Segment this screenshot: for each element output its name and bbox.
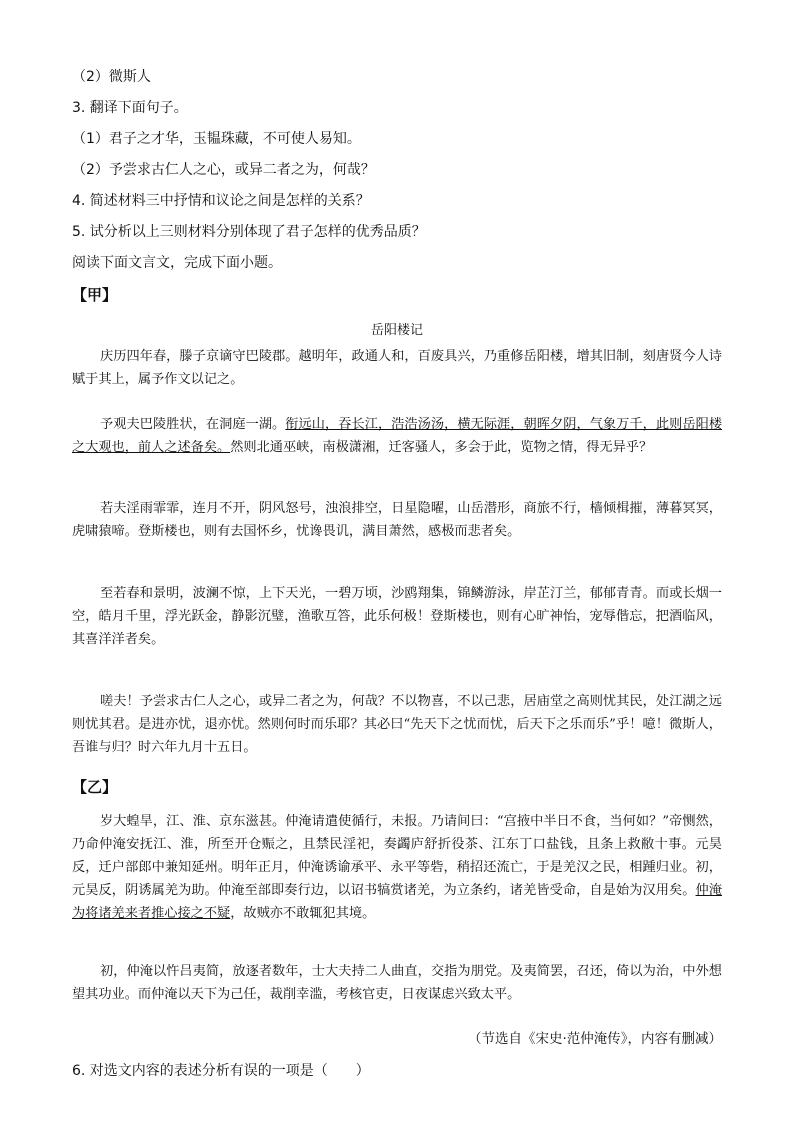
question-line: 4. 简述材料三中抒情和议论之间是怎样的关系？ xyxy=(72,193,370,209)
instruction-line: 阅读下面文言文，完成下面小题。 xyxy=(72,255,282,271)
section-label-yi: 【乙】 xyxy=(72,778,118,796)
yi-paragraph-2: 初，仲淹以忤吕夷简，放逐者数年，士大夫持二人曲直，交指为朋党。及夷简罢，召还，倚以为治，中外想望其功业。而仲淹以天下为己任，裁削幸滥，考核官吏，日夜谋虑兴致太平。 xyxy=(72,964,722,1002)
yi-p1-text: 岁大蝗旱，江、淮、京东滋甚。仲淹请遣使循行，未报。乃请间曰：“宫掖中半日不食，当何如？”帝恻然，乃命仲淹安抚江、淮，所至开仓赈之，且禁民淫祀，奏蠲庐舒折役茶、江东丁口盐钱，且条上救敝十事。元昊反，迁户部郎中兼知延州。明年正月，仲淹诱谕承平、永平等砦，稍招还流亡，于是羌汉之民，相踵归业。初，元昊反，阴诱属羌为助。仲淹至部即奏行边，以诏书犒赏诸羌，为立条约，诸羌皆受命，自是始为汉用矣。 xyxy=(72,814,722,898)
section-label-jia: 【甲】 xyxy=(72,286,118,304)
yi-p1-underlined: 仲淹为将诸羌来者推心接之不疑 xyxy=(72,883,723,921)
jia-paragraph-1: 庆历四年春，滕子京谪守巴陵郡。越明年，政通人和，百废具兴，乃重修岳阳楼，增其旧制，刻唐贤今人诗赋于其上，属予作文以记之。 xyxy=(72,349,722,387)
source-citation: （节选自《宋史·范仲淹传》，内容有删减） xyxy=(467,1031,722,1047)
question-6: 6. 对选文内容的表述分析有误的一项是（ ） xyxy=(72,1063,370,1079)
question-line: （2）微斯人 xyxy=(72,69,151,85)
jia-paragraph-4: 至若春和景明，波澜不惊，上下天光，一碧万顷，沙鸥翔集，锦鳞游泳，岸芷汀兰，郁郁青青。而或长烟一空，皓月千里，浮光跃金，静影沉璧，渔歌互答，此乐何极！登斯楼也，则有心旷神怡，宠辱偕忘，把酒临风，其喜洋洋者矣。 xyxy=(72,586,722,647)
question-line: 5. 试分析以上三则材料分别体现了君子怎样的优秀品质？ xyxy=(72,224,426,240)
question-line: （1）君子之才华，玉韫珠藏，不可使人易知。 xyxy=(72,131,361,147)
yi-p1-text-after: ，故贼亦不敢辄犯其境。 xyxy=(230,906,376,921)
jia-paragraph-3: 若夫淫雨霏霏，连月不开，阴风怒号，浊浪排空，日星隐曜，山岳潜形，商旅不行，樯倾楫摧，薄暮冥冥，虎啸猿啼。登斯楼也，则有去国怀乡，忧谗畏讥，满目萧然，感极而悲者矣。 xyxy=(72,501,722,539)
jia-paragraph-5: 嗟夫！予尝求古仁人之心，或异二者之为，何哉？不以物喜，不以己悲，居庙堂之高则忧其民，处江湖之远则忧其君。是进亦忧，退亦忧。然则何时而乐耶？其必曰“先天下之忧而忧，后天下之乐而乐”乎！噫！微斯人，吾谁与归？时六年九月十五日。 xyxy=(72,694,722,755)
question-line: （2）予尝求古仁人之心，或异二者之为，何哉？ xyxy=(72,162,375,178)
question-line: 3. 翻译下面句子。 xyxy=(72,100,188,116)
jia-p2-underlined: 衔远山，吞长江，浩浩汤汤，横无际涯，朝晖夕阴，气象万千，此则岳阳楼之大观也，前人之述备矣。 xyxy=(72,417,723,455)
essay-title: 岳阳楼记 xyxy=(370,323,423,338)
jia-p2-text: 予观夫巴陵胜状，在洞庭一湖。 xyxy=(100,417,286,432)
yi-paragraph-1 xyxy=(72,810,722,925)
jia-paragraph-2 xyxy=(72,413,722,459)
jia-p2-text-after: 然则北通巫峡，南极潇湘，迁客骚人，多会于此，览物之情，得无异乎？ xyxy=(230,440,653,455)
